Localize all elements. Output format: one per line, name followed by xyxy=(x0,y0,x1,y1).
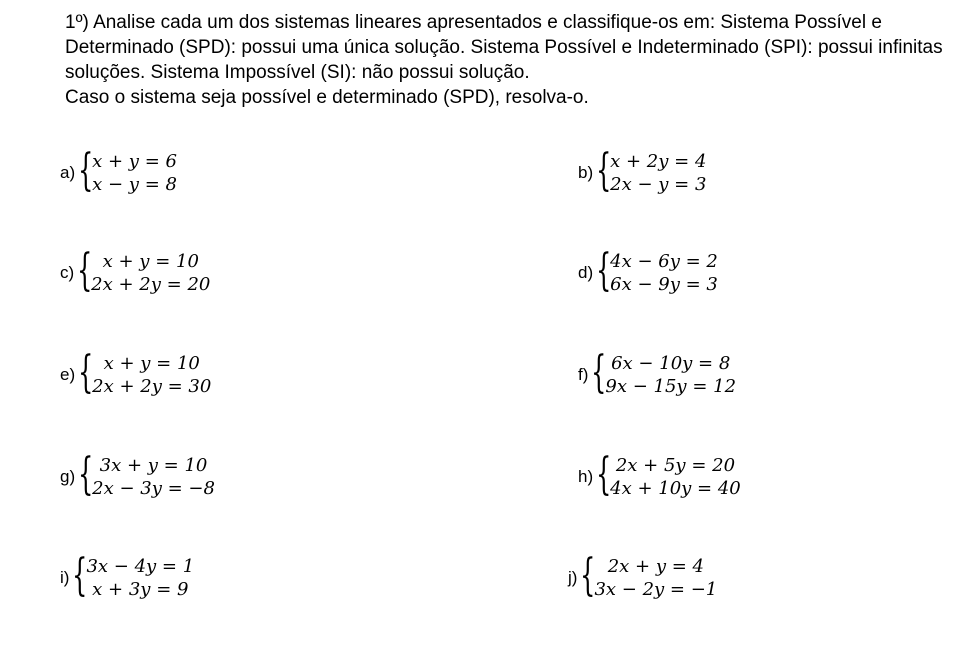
system-f xyxy=(578,347,737,400)
equation-2: 9x − 15y = 12 xyxy=(605,376,737,397)
system-label: c) xyxy=(60,263,75,282)
brace-symbol: { xyxy=(78,449,94,500)
equation-1: 6x − 10y = 8 xyxy=(611,353,731,374)
equation-1: 2x + y = 4 xyxy=(607,556,704,577)
question-line-2: Determinado (SPD): possui uma única solução. Sistema Possível e Indeterminado (SPI): possui infinitas xyxy=(65,37,943,58)
equation-pair xyxy=(610,250,718,296)
question-statement xyxy=(65,10,965,110)
equation-1: x + 2y = 4 xyxy=(610,151,707,172)
system-c xyxy=(60,245,211,298)
system-b xyxy=(578,145,707,198)
system-label: b) xyxy=(578,163,594,182)
brace-symbol: { xyxy=(591,347,607,398)
equation-2: 3x − 2y = −1 xyxy=(594,579,718,600)
brace-symbol: { xyxy=(78,347,94,398)
equation-2: x − y = 8 xyxy=(92,174,177,195)
equation-1: 4x − 6y = 2 xyxy=(610,251,718,272)
system-label: e) xyxy=(60,365,76,384)
equation-pair xyxy=(92,454,215,500)
system-label: d) xyxy=(578,263,594,282)
question-line-1: 1º) Analise cada um dos sistemas lineares apresentados e classifique-os em: Sistema Possível e xyxy=(65,12,882,33)
system-e xyxy=(60,347,212,400)
equation-pair xyxy=(86,555,194,601)
system-j xyxy=(568,550,718,603)
brace-symbol: { xyxy=(72,550,88,601)
equation-1: 3x + y = 10 xyxy=(99,455,208,476)
equation-1: x + y = 10 xyxy=(102,251,199,272)
equation-pair xyxy=(605,352,736,398)
system-label: f) xyxy=(578,365,589,384)
system-label: j) xyxy=(568,568,578,587)
system-label: h) xyxy=(578,467,594,486)
system-label: a) xyxy=(60,163,76,182)
brace-symbol: { xyxy=(596,145,612,196)
brace-symbol: { xyxy=(596,449,612,500)
equation-pair xyxy=(610,454,741,500)
system-a xyxy=(60,145,177,198)
system-g xyxy=(60,449,215,502)
equation-2: 2x − y = 3 xyxy=(610,174,707,195)
brace-symbol: { xyxy=(596,245,612,296)
equation-2: 4x + 10y = 40 xyxy=(610,478,741,499)
equation-2: 6x − 9y = 3 xyxy=(610,274,718,295)
system-label: i) xyxy=(60,568,70,587)
equation-1: 3x − 4y = 1 xyxy=(86,556,195,577)
equation-1: 2x + 5y = 20 xyxy=(615,455,736,476)
equation-2: 2x + 2y = 20 xyxy=(91,274,211,295)
system-i xyxy=(60,550,195,603)
equation-pair xyxy=(610,150,706,196)
equation-pair xyxy=(92,150,177,196)
equation-2: 2x − 3y = −8 xyxy=(92,478,215,499)
system-h xyxy=(578,449,741,502)
equation-pair xyxy=(594,555,717,601)
brace-symbol: { xyxy=(580,550,596,601)
equation-2: x + 3y = 9 xyxy=(92,579,189,600)
equation-pair xyxy=(91,250,210,296)
equation-1: x + y = 6 xyxy=(92,151,177,172)
equation-1: x + y = 10 xyxy=(103,353,200,374)
equation-pair xyxy=(92,352,211,398)
brace-symbol: { xyxy=(77,245,93,296)
question-line-4: Caso o sistema seja possível e determinado (SPD), resolva-o. xyxy=(65,87,589,108)
equation-2: 2x + 2y = 30 xyxy=(92,376,212,397)
brace-symbol: { xyxy=(78,145,94,196)
system-d xyxy=(578,245,718,298)
question-line-3: soluções. Sistema Impossível (SI): não possui solução. xyxy=(65,62,530,83)
system-label: g) xyxy=(60,467,76,486)
